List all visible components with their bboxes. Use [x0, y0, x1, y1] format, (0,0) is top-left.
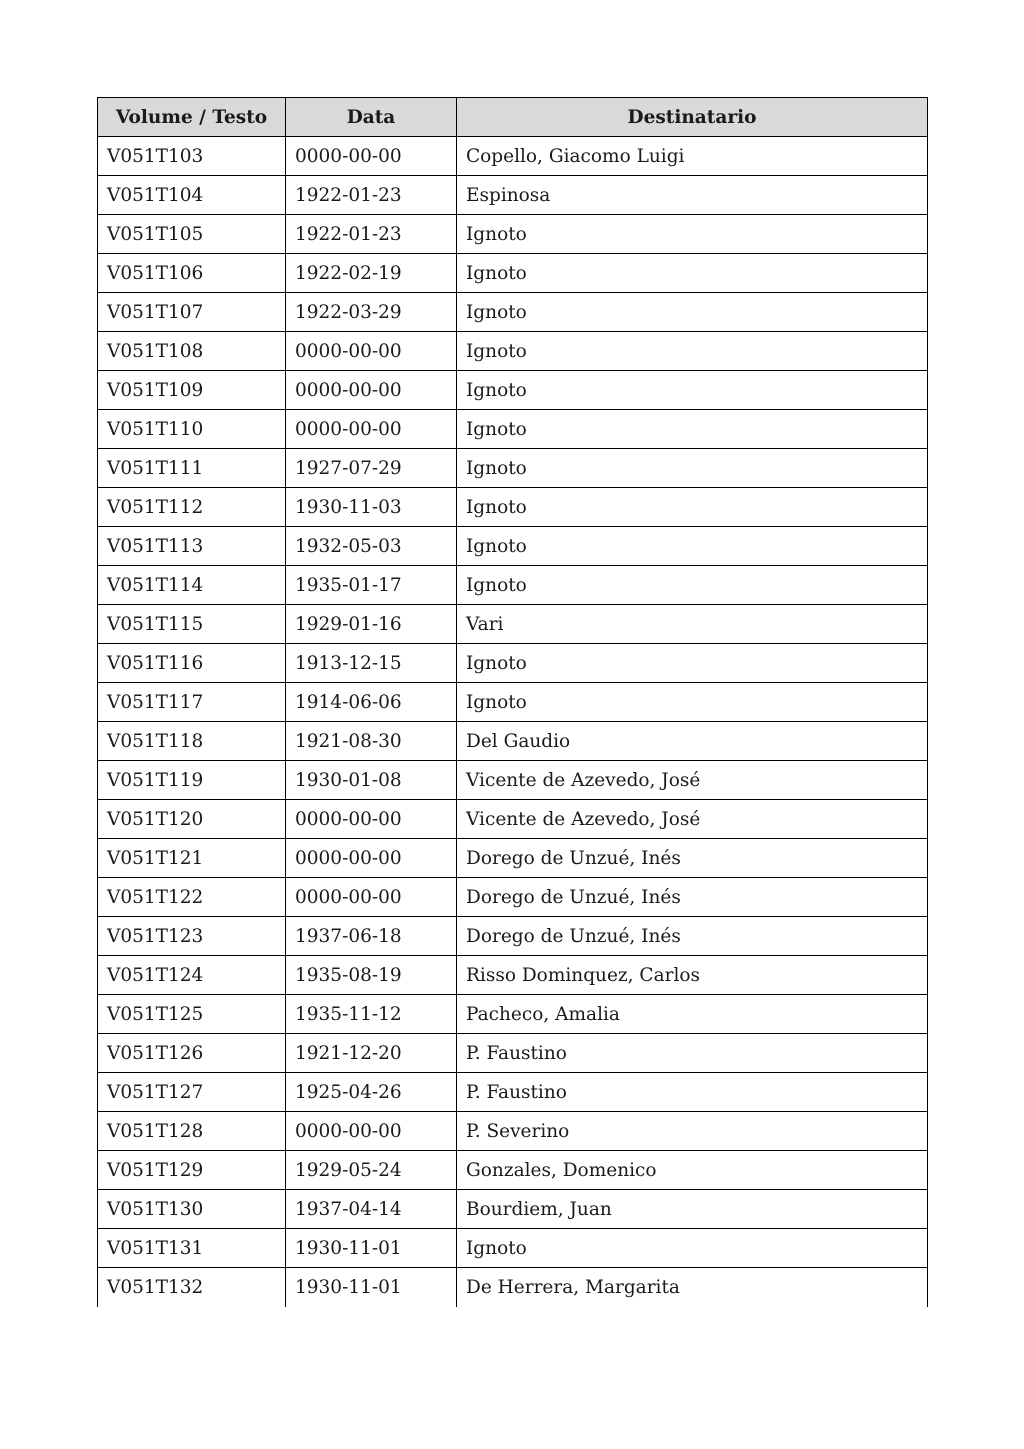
cell-data: 1937-04-14: [286, 1190, 457, 1229]
cell-volume-testo: V051T120: [98, 800, 286, 839]
cell-volume-testo: V051T110: [98, 410, 286, 449]
cell-destinatario: Ignoto: [457, 293, 928, 332]
cell-destinatario: Ignoto: [457, 449, 928, 488]
cell-data: 1922-01-23: [286, 215, 457, 254]
table-row: [98, 1190, 928, 1229]
cell-data: 1913-12-15: [286, 644, 457, 683]
cell-volume-testo: V051T129: [98, 1151, 286, 1190]
cell-data: 1930-11-01: [286, 1229, 457, 1268]
table-body: [98, 137, 928, 1307]
cell-destinatario: Vicente de Azevedo, José: [457, 761, 928, 800]
cell-destinatario: De Herrera, Margarita: [457, 1268, 928, 1307]
cell-destinatario: Dorego de Unzué, Inés: [457, 839, 928, 878]
table-header: [98, 98, 928, 137]
cell-volume-testo: V051T106: [98, 254, 286, 293]
cell-data: 1927-07-29: [286, 449, 457, 488]
letters-table: [97, 97, 928, 1307]
cell-data: 1921-12-20: [286, 1034, 457, 1073]
cell-destinatario: Ignoto: [457, 332, 928, 371]
cell-data: 1922-03-29: [286, 293, 457, 332]
cell-destinatario: Ignoto: [457, 410, 928, 449]
table-row: [98, 1112, 928, 1151]
cell-destinatario: Pacheco, Amalia: [457, 995, 928, 1034]
cell-data: 1930-01-08: [286, 761, 457, 800]
cell-destinatario: P. Faustino: [457, 1034, 928, 1073]
cell-data: 1935-01-17: [286, 566, 457, 605]
cell-data: 1914-06-06: [286, 683, 457, 722]
cell-destinatario: P. Severino: [457, 1112, 928, 1151]
cell-volume-testo: V051T127: [98, 1073, 286, 1112]
cell-volume-testo: V051T126: [98, 1034, 286, 1073]
table-row: [98, 878, 928, 917]
cell-data: 0000-00-00: [286, 332, 457, 371]
table-row: [98, 1073, 928, 1112]
table-row: [98, 488, 928, 527]
table-row: [98, 605, 928, 644]
cell-destinatario: Ignoto: [457, 566, 928, 605]
table-row: [98, 137, 928, 176]
cell-volume-testo: V051T115: [98, 605, 286, 644]
table-row: [98, 1151, 928, 1190]
cell-volume-testo: V051T128: [98, 1112, 286, 1151]
cell-destinatario: Bourdiem, Juan: [457, 1190, 928, 1229]
cell-data: 1932-05-03: [286, 527, 457, 566]
cell-volume-testo: V051T108: [98, 332, 286, 371]
column-header-destinatario: Destinatario: [457, 98, 928, 137]
cell-volume-testo: V051T117: [98, 683, 286, 722]
cell-data: 0000-00-00: [286, 839, 457, 878]
table-row: [98, 176, 928, 215]
table-row: [98, 371, 928, 410]
cell-data: 0000-00-00: [286, 137, 457, 176]
cell-destinatario: Vicente de Azevedo, José: [457, 800, 928, 839]
table-row: [98, 956, 928, 995]
cell-destinatario: Ignoto: [457, 215, 928, 254]
cell-destinatario: Ignoto: [457, 1229, 928, 1268]
table-row: [98, 332, 928, 371]
table-row: [98, 995, 928, 1034]
cell-volume-testo: V051T116: [98, 644, 286, 683]
cell-volume-testo: V051T111: [98, 449, 286, 488]
cell-destinatario: Ignoto: [457, 254, 928, 293]
table-row: [98, 839, 928, 878]
cell-volume-testo: V051T122: [98, 878, 286, 917]
cell-data: 1921-08-30: [286, 722, 457, 761]
table-row: [98, 254, 928, 293]
cell-data: 1922-01-23: [286, 176, 457, 215]
table-row: [98, 449, 928, 488]
cell-volume-testo: V051T124: [98, 956, 286, 995]
cell-destinatario: Vari: [457, 605, 928, 644]
cell-destinatario: P. Faustino: [457, 1073, 928, 1112]
table-row: [98, 644, 928, 683]
cell-destinatario: Ignoto: [457, 683, 928, 722]
cell-volume-testo: V051T107: [98, 293, 286, 332]
header-row: [98, 98, 928, 137]
cell-volume-testo: V051T123: [98, 917, 286, 956]
table-row: [98, 215, 928, 254]
cell-data: 0000-00-00: [286, 410, 457, 449]
cell-destinatario: Ignoto: [457, 488, 928, 527]
cell-volume-testo: V051T118: [98, 722, 286, 761]
cell-volume-testo: V051T105: [98, 215, 286, 254]
cell-destinatario: Ignoto: [457, 371, 928, 410]
cell-data: 1930-11-01: [286, 1268, 457, 1307]
cell-data: 0000-00-00: [286, 800, 457, 839]
cell-volume-testo: V051T119: [98, 761, 286, 800]
table-row: [98, 761, 928, 800]
cell-volume-testo: V051T104: [98, 176, 286, 215]
cell-data: 1929-05-24: [286, 1151, 457, 1190]
cell-volume-testo: V051T131: [98, 1229, 286, 1268]
table-row: [98, 722, 928, 761]
cell-volume-testo: V051T103: [98, 137, 286, 176]
cell-data: 1937-06-18: [286, 917, 457, 956]
table-row: [98, 566, 928, 605]
cell-data: 1935-08-19: [286, 956, 457, 995]
cell-volume-testo: V051T114: [98, 566, 286, 605]
table-row: [98, 683, 928, 722]
cell-destinatario: Risso Dominquez, Carlos: [457, 956, 928, 995]
cell-data: 1929-01-16: [286, 605, 457, 644]
cell-data: 1935-11-12: [286, 995, 457, 1034]
cell-volume-testo: V051T125: [98, 995, 286, 1034]
table-row: [98, 527, 928, 566]
table-row: [98, 1229, 928, 1268]
table-row: [98, 1268, 928, 1307]
cell-volume-testo: V051T132: [98, 1268, 286, 1307]
cell-destinatario: Espinosa: [457, 176, 928, 215]
table-row: [98, 800, 928, 839]
cell-data: 0000-00-00: [286, 1112, 457, 1151]
cell-data: 1922-02-19: [286, 254, 457, 293]
cell-data: 1930-11-03: [286, 488, 457, 527]
cell-volume-testo: V051T113: [98, 527, 286, 566]
cell-volume-testo: V051T112: [98, 488, 286, 527]
cell-volume-testo: V051T109: [98, 371, 286, 410]
column-header-volume-testo: Volume / Testo: [98, 98, 286, 137]
table-row: [98, 293, 928, 332]
cell-data: 0000-00-00: [286, 371, 457, 410]
table-row: [98, 1034, 928, 1073]
column-header-data: Data: [286, 98, 457, 137]
table-row: [98, 917, 928, 956]
cell-destinatario: Gonzales, Domenico: [457, 1151, 928, 1190]
cell-destinatario: Dorego de Unzué, Inés: [457, 917, 928, 956]
cell-destinatario: Ignoto: [457, 527, 928, 566]
cell-destinatario: Copello, Giacomo Luigi: [457, 137, 928, 176]
cell-volume-testo: V051T130: [98, 1190, 286, 1229]
cell-data: 0000-00-00: [286, 878, 457, 917]
cell-destinatario: Ignoto: [457, 644, 928, 683]
table-row: [98, 410, 928, 449]
cell-destinatario: Dorego de Unzué, Inés: [457, 878, 928, 917]
cell-volume-testo: V051T121: [98, 839, 286, 878]
cell-destinatario: Del Gaudio: [457, 722, 928, 761]
cell-data: 1925-04-26: [286, 1073, 457, 1112]
